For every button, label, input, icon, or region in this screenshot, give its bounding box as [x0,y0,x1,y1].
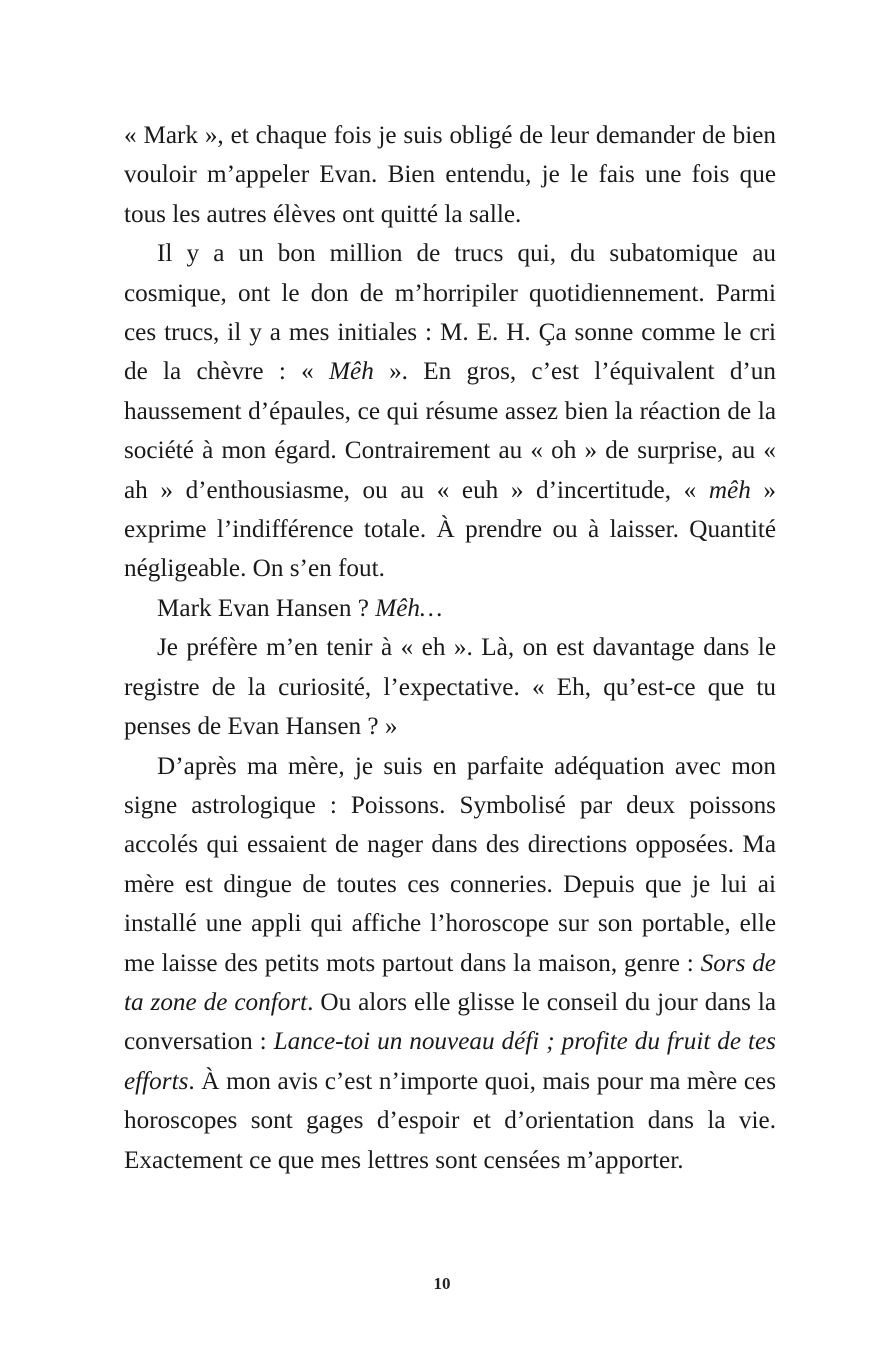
text-run: ». En gros, c’est l’équivalent d’un haussement d’épaules, ce qui résume assez bien la réaction de la société à mon égard. Contrairement au « oh » de surprise, au « ah » d’enthousiasme, ou au « euh » d’incertitude, « [124,358,776,504]
paragraph [124,116,776,234]
text-run: D’après ma mère, je suis en parfaite adéquation avec mon signe astrologique : Poissons. Symbolisé par deux poissons accolés qui essaient de nager dans des directions opposées. Ma mère est dingue de toutes ces conneries. Depuis que je lui ai installé une appli qui affiche l’horoscope sur son portable, elle me laisse des petits mots partout dans la maison, genre : [124,752,776,977]
page-number: 10 [433,1274,451,1293]
text-run: . Ou alors elle glisse le conseil du jour dans la conversation : [124,988,776,1056]
paragraph [124,589,776,628]
paragraph [124,747,776,1180]
italic-run: Mêh [329,358,374,386]
text-run: Mark Evan Hansen ? [157,594,376,622]
page-body [124,116,776,1180]
italic-run: mêh [708,476,751,504]
text-run: « Mark », et chaque fois je suis obligé de leur demander de bien vouloir m’appeler Evan. Bien entendu, je le fais une fois que tous les autres élèves ont quitté la salle. [124,122,776,228]
text-run: » exprime l’indifférence totale. À prendre ou à laisser. Quantité négligeable. On s’en fout. [124,476,777,583]
italic-run: Lance-toi un nouveau défi ; profite du fruit de tes efforts [124,1028,776,1095]
paragraph [124,628,776,746]
italic-run: Mêh… [375,594,443,622]
text-run: . À mon avis c’est n’importe quoi, mais pour ma mère ces horoscopes sont gages d’espoir et d’orientation dans la vie. Exactement ce que mes lettres sont censées m’apporter. [124,1067,776,1174]
text-run: Il y a un bon million de trucs qui, du subatomique au cosmique, ont le don de m’horripiler quotidiennement. Parmi ces trucs, il y a mes initiales : M. E. H. Ça sonne comme le cri de la chèvre : « [124,240,776,386]
text-run: Je préfère m’en tenir à « eh ». Là, on est davantage dans le registre de la curiosité, l’expectative. « Eh, qu’est-ce que tu penses de Evan Hansen ? » [124,634,776,741]
paragraph [124,234,776,589]
italic-run: Sors de ta zone de confort [124,949,776,1016]
